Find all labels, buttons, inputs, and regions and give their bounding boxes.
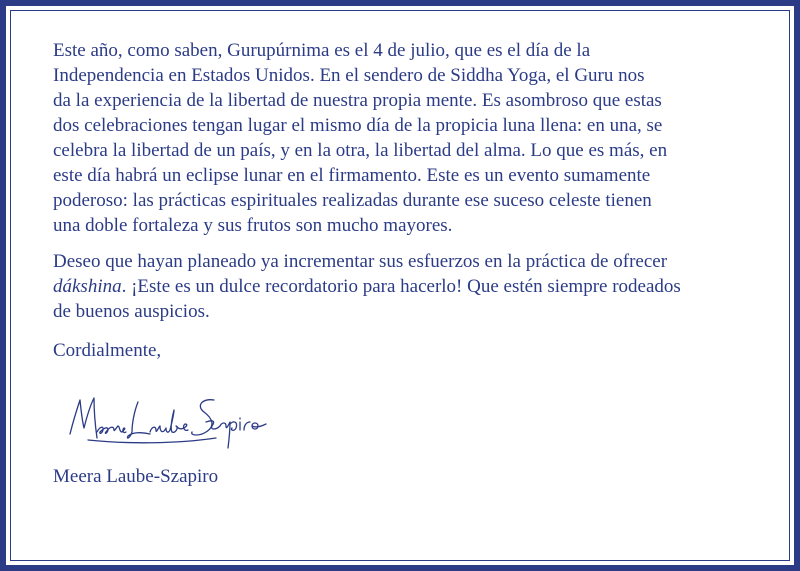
letter-body (53, 38, 773, 363)
paragraph-1-line: dos celebraciones tengan lugar el mismo día de la propicia luna llena: en una, se (53, 115, 663, 136)
closing-salutation: Cordialmente, (53, 340, 162, 361)
paragraph-1-line: celebra la libertad de un país, y en la otra, la libertad del alma. Lo que es más, en (53, 140, 668, 161)
paragraph-2-line-rest: . ¡Este es un dulce recordatorio para hacerlo! Que estén siempre rodeados (121, 276, 681, 297)
paragraph-2-line: de buenos auspicios. (53, 301, 210, 322)
paragraph-1-line: este día habrá un eclipse lunar en el firmamento. Este es un evento sumamente (53, 165, 651, 186)
paragraph-2 (53, 249, 773, 324)
dakshina-term: dákshina (53, 276, 122, 297)
paragraph-1-line: Este año, como saben, Gurupúrnima es el 4 de julio, que es el día de la (53, 40, 591, 61)
paragraph-2-line (53, 274, 773, 299)
paragraph-1-line: da la experiencia de la libertad de nuestra propia mente. Es asombroso que estas (53, 90, 662, 111)
handwritten-signature (66, 388, 276, 454)
signer-name: Meera Laube-Szapiro (53, 466, 219, 487)
paragraph-2-line: Deseo que hayan planeado ya incrementar sus esfuerzos en la práctica de ofrecer (53, 251, 668, 272)
paragraph-1-line: poderoso: las prácticas espirituales realizadas durante ese suceso celeste tienen (53, 190, 652, 211)
paragraph-1-line: una doble fortaleza y sus frutos son mucho mayores. (53, 215, 453, 236)
paragraph-1 (53, 38, 773, 238)
paragraph-1-line: Independencia en Estados Unidos. En el sendero de Siddha Yoga, el Guru nos (53, 65, 645, 86)
